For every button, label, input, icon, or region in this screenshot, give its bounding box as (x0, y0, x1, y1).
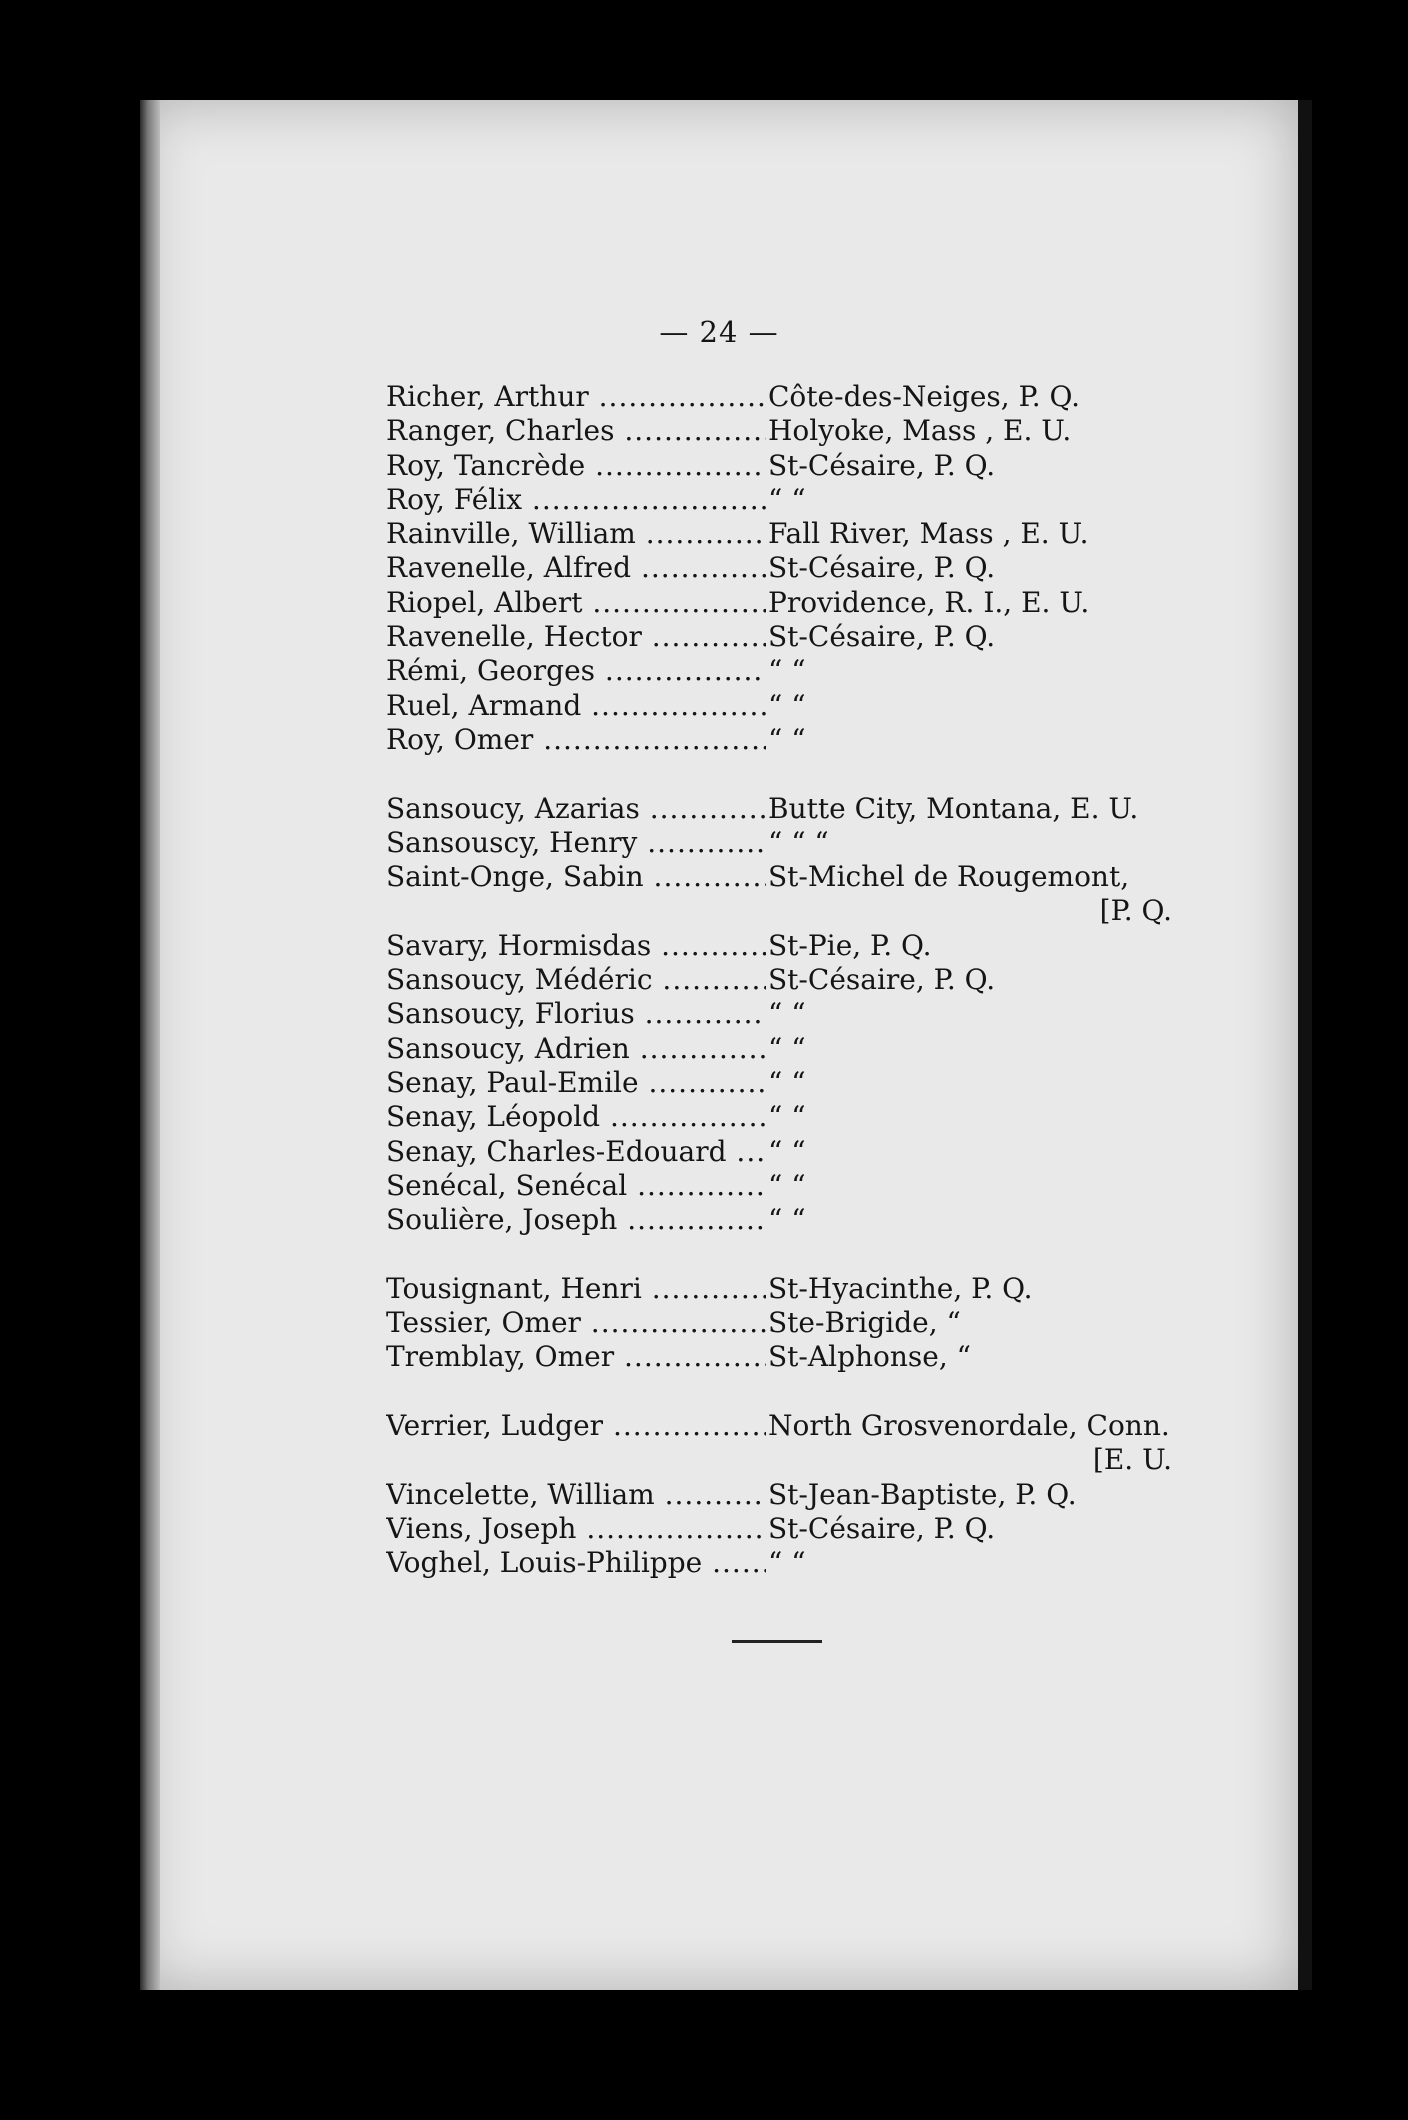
person-name: Ranger, Charles ..... (386, 414, 768, 448)
place-name: Butte City, Montana, E. U. (768, 791, 1139, 825)
book-binding (140, 100, 160, 1990)
list-item (386, 1169, 1186, 1203)
list-item (386, 1203, 1186, 1237)
list-item (386, 1066, 1186, 1100)
place-name: St-Césaire, P. Q. (768, 620, 996, 654)
place-name: “ “ (768, 1065, 806, 1099)
list-item (386, 1478, 1186, 1512)
person-name: Ruel, Armand ..... (386, 689, 768, 723)
list-item (386, 1100, 1186, 1134)
place-name: Ste-Brigide, “ (768, 1306, 961, 1340)
place-name: St-Césaire, P. Q. (768, 448, 996, 482)
list-item (386, 792, 1186, 826)
person-name: Richer, Arthur ..... (386, 380, 768, 414)
list-item-continuation (386, 1443, 1186, 1477)
place-name: “ “ “ (768, 825, 829, 859)
place-name: St-Michel de Rougemont, (768, 860, 1130, 894)
person-name: Ravenelle, Alfred ..... (386, 551, 768, 585)
person-name: Riopel, Albert ..... (386, 586, 768, 620)
list-item (386, 1272, 1186, 1306)
list-item (386, 1306, 1186, 1340)
person-name: Rémi, Georges ..... (386, 654, 768, 688)
page-edge (1298, 100, 1312, 1990)
place-name: “ “ (768, 997, 806, 1031)
person-name: Rainville, William ..... (386, 517, 768, 551)
place-name: “ “ (768, 1134, 806, 1168)
place-name: Providence, R. I., E. U. (768, 585, 1090, 619)
person-name: Saint-Onge, Sabin ..... (386, 860, 768, 894)
person-name: Verrier, Ludger ..... (386, 1409, 768, 1443)
list-item (386, 586, 1186, 620)
person-name: Sansoucy, Azarias ..... (386, 792, 768, 826)
list-item (386, 997, 1186, 1031)
list-item-continuation (386, 894, 1186, 928)
person-name: Savary, Hormisdas ..... (386, 929, 768, 963)
person-name: Roy, Tancrède ..... (386, 449, 768, 483)
person-name: Tessier, Omer ..... (386, 1306, 768, 1340)
group-separator (386, 1375, 1186, 1409)
person-name: Ravenelle, Hector ..... (386, 620, 768, 654)
place-name: St-Alphonse, “ (768, 1340, 971, 1374)
person-name: Senécal, Senécal ..... (386, 1169, 768, 1203)
place-continuation: [P. Q. (1099, 894, 1172, 928)
person-name: Sansoucy, Adrien ..... (386, 1032, 768, 1066)
place-name: “ “ (768, 688, 806, 722)
list-item (386, 1135, 1186, 1169)
group-separator (386, 1237, 1186, 1271)
list-item (386, 551, 1186, 585)
list-item (386, 1409, 1186, 1443)
list-item (386, 689, 1186, 723)
list-item (386, 860, 1186, 894)
place-name: “ “ (768, 1031, 806, 1065)
place-continuation: [E. U. (1092, 1443, 1172, 1477)
person-name: Soulière, Joseph ..... (386, 1203, 768, 1237)
place-name: Côte-des-Neiges, P. Q. (768, 380, 1081, 413)
place-name: “ “ (768, 1546, 806, 1580)
person-name: Roy, Omer ..... (386, 723, 768, 757)
directory-list (386, 380, 1186, 1580)
person-name: Vincelette, William ..... (386, 1478, 768, 1512)
list-item (386, 929, 1186, 963)
place-name: Fall River, Mass , E. U. (768, 517, 1089, 551)
list-item (386, 963, 1186, 997)
person-name: Tousignant, Henri ..... (386, 1272, 768, 1306)
person-name: Senay, Léopold ..... (386, 1100, 768, 1134)
list-item (386, 483, 1186, 517)
end-rule (732, 1640, 822, 1643)
place-name: Holyoke, Mass , E. U. (768, 414, 1072, 448)
list-item (386, 723, 1186, 757)
person-name: Roy, Félix ..... (386, 483, 768, 517)
place-name: St-Césaire, P. Q. (768, 551, 996, 585)
person-name: Senay, Paul-Emile ..... (386, 1066, 768, 1100)
list-item (386, 1546, 1186, 1580)
place-name: “ “ (768, 722, 806, 756)
place-name: St-Jean-Baptiste, P. Q. (768, 1477, 1077, 1511)
place-name: North Grosvenordale, Conn. (768, 1408, 1170, 1442)
list-item (386, 1512, 1186, 1546)
list-item (386, 449, 1186, 483)
place-name: St-Césaire, P. Q. (768, 1511, 996, 1545)
person-name: Tremblay, Omer ..... (386, 1340, 768, 1374)
list-item (386, 380, 1186, 414)
person-name: Sansoucy, Florius ..... (386, 997, 768, 1031)
list-item (386, 517, 1186, 551)
list-item (386, 654, 1186, 688)
person-name: Senay, Charles-Edouard ..... (386, 1135, 768, 1169)
place-name: St-Césaire, P. Q. (768, 963, 996, 997)
list-item (386, 414, 1186, 448)
place-name: St-Pie, P. Q. (768, 928, 932, 962)
place-name: “ “ (768, 1100, 806, 1134)
person-name: Voghel, Louis-Philippe ..... (386, 1546, 768, 1580)
place-name: St-Hyacinthe, P. Q. (768, 1271, 1033, 1305)
list-item (386, 1032, 1186, 1066)
group-separator (386, 757, 1186, 791)
place-name: “ “ (768, 654, 806, 688)
page-number: — 24 — (659, 315, 779, 349)
place-name: “ “ (768, 1203, 806, 1237)
scanned-page (140, 100, 1298, 1990)
place-name: “ “ (768, 1168, 806, 1202)
person-name: Sansouscy, Henry ..... (386, 826, 768, 860)
list-item (386, 620, 1186, 654)
list-item (386, 1340, 1186, 1374)
place-name: “ “ (768, 482, 806, 516)
person-name: Viens, Joseph ..... (386, 1512, 768, 1546)
list-item (386, 826, 1186, 860)
person-name: Sansoucy, Médéric ..... (386, 963, 768, 997)
